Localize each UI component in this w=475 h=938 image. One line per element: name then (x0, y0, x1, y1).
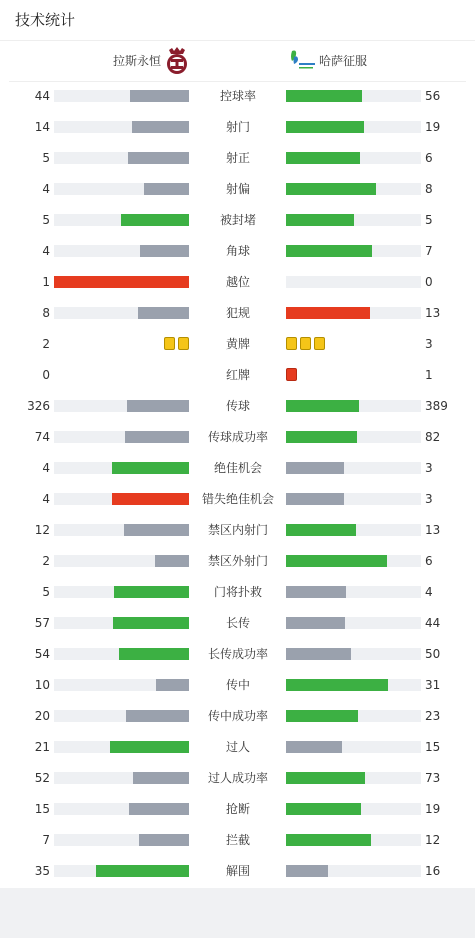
home-value: 20 (34, 709, 50, 723)
away-bar-track (286, 152, 421, 164)
stat-row (0, 267, 475, 298)
away-bar-track (286, 245, 421, 257)
home-value: 74 (34, 430, 50, 444)
home-value: 4 (42, 461, 50, 475)
away-value: 19 (425, 120, 441, 134)
away-bar-track (286, 183, 421, 195)
stat-label: 传中成功率 (207, 709, 268, 723)
home-bar-track (54, 462, 189, 474)
home-bar-track (54, 617, 189, 629)
home-value: 4 (42, 492, 50, 506)
stat-label: 拦截 (225, 833, 250, 847)
away-bar-track (286, 679, 421, 691)
away-bar-fill (286, 431, 357, 443)
home-value: 2 (42, 337, 50, 351)
away-value: 13 (425, 523, 441, 537)
home-bar-fill (112, 462, 189, 474)
home-bar-fill (125, 431, 189, 443)
away-value: 389 (425, 399, 448, 413)
away-bar-fill (286, 183, 376, 195)
home-value: 14 (34, 120, 50, 134)
away-bar-track (286, 121, 421, 133)
away-bar-fill (286, 152, 360, 164)
away-bar-track (286, 741, 421, 753)
away-bar-fill (286, 307, 370, 319)
stat-row (0, 732, 475, 763)
away-bar-fill (286, 400, 359, 412)
home-bar-track (54, 803, 189, 815)
away-bar-track (286, 834, 421, 846)
stat-row (0, 143, 475, 174)
home-bar-fill (133, 772, 189, 784)
home-bar-fill (114, 586, 189, 598)
stat-label: 传球 (225, 399, 250, 413)
stat-row (0, 391, 475, 422)
away-bar-track (286, 90, 421, 102)
stat-row (0, 112, 475, 143)
home-value: 7 (42, 833, 50, 847)
away-bar-fill (286, 617, 345, 629)
home-bar-track (54, 90, 189, 102)
away-bar-fill (286, 648, 351, 660)
home-bar-track (54, 431, 189, 443)
home-bar-fill (139, 834, 189, 846)
home-bar-fill (110, 741, 189, 753)
away-bar-track (286, 431, 421, 443)
home-bar-fill (138, 307, 189, 319)
away-bar-track (286, 276, 421, 288)
stat-label: 射偏 (225, 182, 250, 196)
header-divider (0, 40, 475, 41)
stat-row (0, 174, 475, 205)
home-value: 2 (42, 554, 50, 568)
away-bar-track (286, 400, 421, 412)
away-bar-fill (286, 710, 358, 722)
stat-row (0, 608, 475, 639)
away-bar-track (286, 307, 421, 319)
away-value: 4 (425, 585, 433, 599)
stat-label: 过人成功率 (207, 771, 268, 785)
home-bar-track (54, 214, 189, 226)
home-bar-fill (144, 183, 189, 195)
home-bar-fill (140, 245, 189, 257)
home-bar-track (54, 245, 189, 257)
away-value: 56 (425, 89, 441, 103)
home-value: 54 (34, 647, 50, 661)
home-bar-fill (127, 400, 189, 412)
home-value: 57 (34, 616, 50, 630)
away-value: 7 (425, 244, 433, 258)
stat-label: 传球成功率 (207, 430, 268, 444)
stat-label: 解围 (225, 864, 250, 878)
away-value: 19 (425, 802, 441, 816)
home-team-name[interactable]: 拉斯永恒 (112, 54, 161, 68)
away-bar-fill (286, 834, 371, 846)
home-bar-fill (121, 214, 189, 226)
away-yellow-cards (286, 337, 325, 350)
stat-row (0, 701, 475, 732)
home-bar-fill (132, 121, 189, 133)
away-value: 8 (425, 182, 433, 196)
home-bar-track (54, 865, 189, 877)
away-team-logo-icon[interactable] (289, 49, 317, 71)
home-bar-fill (113, 617, 189, 629)
away-value: 3 (425, 492, 433, 506)
away-bar-track (286, 710, 421, 722)
home-value: 52 (34, 771, 50, 785)
away-value: 73 (425, 771, 441, 785)
home-bar-fill (156, 679, 189, 691)
home-bar-fill (96, 865, 189, 877)
home-bar-fill (112, 493, 189, 505)
stat-label: 禁区外射门 (207, 554, 268, 568)
away-value: 44 (425, 616, 441, 630)
stat-row (0, 205, 475, 236)
stat-label: 过人 (225, 740, 250, 754)
away-value: 6 (425, 554, 433, 568)
home-bar-track (54, 679, 189, 691)
away-value: 82 (425, 430, 441, 444)
home-value: 1 (42, 275, 50, 289)
yellow-card-icon (314, 337, 325, 350)
away-bar-fill (286, 493, 344, 505)
stat-label: 长传成功率 (207, 647, 268, 661)
away-bar-track (286, 586, 421, 598)
away-value: 12 (425, 833, 441, 847)
stat-row (0, 577, 475, 608)
home-value: 35 (34, 864, 50, 878)
home-bar-track (54, 493, 189, 505)
away-bar-fill (286, 214, 354, 226)
stat-row (0, 329, 475, 360)
away-bar-track (286, 493, 421, 505)
away-bar-fill (286, 679, 388, 691)
home-bar-fill (126, 710, 189, 722)
home-value: 21 (34, 740, 50, 754)
stat-label: 黄牌 (225, 337, 250, 351)
stat-row (0, 360, 475, 391)
home-bar-track (54, 183, 189, 195)
yellow-card-icon (164, 337, 175, 350)
away-bar-track (286, 772, 421, 784)
stat-label: 红牌 (225, 368, 250, 382)
away-bar-track (286, 524, 421, 536)
home-bar-track (54, 834, 189, 846)
home-value: 5 (42, 213, 50, 227)
home-value: 5 (42, 151, 50, 165)
stat-row (0, 484, 475, 515)
home-value: 8 (42, 306, 50, 320)
stat-label: 越位 (225, 275, 250, 289)
home-bar-track (54, 276, 189, 288)
stat-row (0, 763, 475, 794)
away-value: 5 (425, 213, 433, 227)
home-bar-track (54, 307, 189, 319)
stat-label: 门将扑救 (213, 585, 262, 599)
stat-row (0, 670, 475, 701)
stat-label: 角球 (225, 244, 250, 258)
page-title: 技术统计 (15, 11, 76, 29)
away-bar-fill (286, 555, 387, 567)
home-value: 12 (34, 523, 50, 537)
stat-row (0, 546, 475, 577)
away-bar-track (286, 865, 421, 877)
home-bar-track (54, 741, 189, 753)
away-bar-fill (286, 462, 344, 474)
away-bar-track (286, 214, 421, 226)
stat-row (0, 81, 475, 112)
home-bar-track (54, 121, 189, 133)
home-bar-track (54, 772, 189, 784)
home-value: 15 (34, 802, 50, 816)
home-bar-fill (54, 276, 189, 288)
away-bar-fill (286, 245, 372, 257)
home-bar-track (54, 586, 189, 598)
stat-label: 被封堵 (219, 213, 256, 227)
home-bar-fill (124, 524, 189, 536)
stat-label: 禁区内射门 (207, 523, 268, 537)
home-bar-fill (129, 803, 189, 815)
away-value: 3 (425, 337, 433, 351)
away-bar-track (286, 617, 421, 629)
home-bar-fill (155, 555, 189, 567)
stat-row (0, 856, 475, 887)
stat-label: 射正 (225, 151, 250, 165)
home-value: 4 (42, 244, 50, 258)
home-bar-fill (119, 648, 189, 660)
home-bar-fill (130, 90, 189, 102)
stat-row (0, 236, 475, 267)
away-bar-fill (286, 524, 356, 536)
stat-label: 绝佳机会 (213, 461, 262, 475)
away-bar-track (286, 648, 421, 660)
stat-label: 抢断 (225, 802, 250, 816)
stat-row (0, 825, 475, 856)
away-bar-track (286, 803, 421, 815)
home-bar-track (54, 152, 189, 164)
home-value: 44 (34, 89, 50, 103)
yellow-card-icon (300, 337, 311, 350)
stat-row (0, 453, 475, 484)
stat-label: 射门 (225, 120, 250, 134)
stat-row (0, 422, 475, 453)
home-value: 10 (34, 678, 50, 692)
home-bar-track (54, 524, 189, 536)
stat-label: 控球率 (219, 89, 256, 103)
stat-row (0, 298, 475, 329)
away-bar-track (286, 462, 421, 474)
home-yellow-cards (164, 337, 189, 350)
away-bar-fill (286, 803, 361, 815)
home-value: 5 (42, 585, 50, 599)
home-bar-track (54, 400, 189, 412)
stat-label: 错失绝佳机会 (201, 492, 274, 506)
away-value: 3 (425, 461, 433, 475)
home-bar-fill (128, 152, 189, 164)
stat-row (0, 794, 475, 825)
away-value: 31 (425, 678, 441, 692)
away-bar-fill (286, 772, 365, 784)
away-value: 23 (425, 709, 441, 723)
away-value: 16 (425, 864, 441, 878)
stat-label: 长传 (225, 616, 250, 630)
away-bar-track (286, 555, 421, 567)
stat-label: 犯规 (225, 306, 250, 320)
away-bar-fill (286, 121, 364, 133)
away-value: 13 (425, 306, 441, 320)
away-value: 0 (425, 275, 433, 289)
stat-row (0, 515, 475, 546)
stat-row (0, 639, 475, 670)
home-bar-track (54, 648, 189, 660)
home-value: 0 (42, 368, 50, 382)
home-value: 326 (27, 399, 50, 413)
home-team-logo-icon[interactable] (166, 47, 188, 75)
away-bar-fill (286, 586, 346, 598)
away-team-name[interactable]: 哈萨征服 (319, 54, 368, 68)
away-bar-fill (286, 865, 328, 877)
away-bar-fill (286, 741, 342, 753)
away-value: 50 (425, 647, 441, 661)
away-bar-fill (286, 90, 362, 102)
home-bar-track (54, 555, 189, 567)
home-value: 4 (42, 182, 50, 196)
away-value: 15 (425, 740, 441, 754)
away-value: 1 (425, 368, 433, 382)
stat-label: 传中 (225, 678, 250, 692)
home-bar-track (54, 710, 189, 722)
away-value: 6 (425, 151, 433, 165)
